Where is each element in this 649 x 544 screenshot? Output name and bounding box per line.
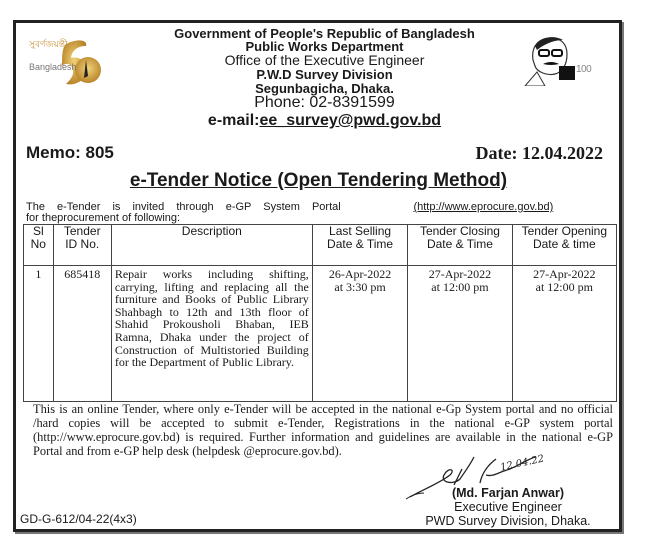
- last-selling-date: 26-Apr-2022: [328, 267, 392, 281]
- col-header-last-selling: Last Selling Date & Time: [312, 225, 408, 266]
- opening-time: at 12:00 pm: [535, 279, 593, 294]
- cell-sl: 1: [24, 266, 54, 402]
- signatory-office: PWD Survey Division, Dhaka.: [425, 514, 591, 528]
- signatory-name: (Md. Farjan Anwar): [451, 486, 565, 500]
- col-header-description: Description: [111, 225, 312, 266]
- header-department: Public Works Department: [245, 39, 404, 54]
- left-logo-bengali-text: সুবর্ণজয়ন্তী: [29, 39, 68, 49]
- col-header-opening: Tender Opening Date & time: [512, 225, 616, 266]
- header-division: P.W.D Survey Division: [256, 67, 393, 82]
- header-phone: Phone: 02-8391599: [254, 94, 395, 111]
- footer-code: GD-G-612/04-22(4x3): [20, 512, 137, 526]
- cell-last-selling: [312, 266, 408, 402]
- table-header-row: [24, 225, 617, 266]
- intro-text-part2: for theprocurement of following:: [26, 212, 181, 224]
- eprocure-link[interactable]: (http://www.eprocure.gov.bd): [413, 201, 554, 213]
- cell-opening: [512, 266, 616, 402]
- cell-closing: [408, 266, 512, 402]
- signature-block: [395, 486, 621, 528]
- tender-table: [23, 224, 617, 402]
- col-header-closing: Tender Closing Date & Time: [408, 225, 512, 266]
- signatory-designation: Executive Engineer: [454, 500, 562, 514]
- cell-description: Repair works including shifting, carrying, lifting and replacing all the furniture and Books of Public Library Shahbagh to 12th and 13th floor of Shahid Prokousholi Bhaban, IEB Ramna, Dhaka under the project of Construction of Multistoried Building for the Department of Public Library.: [111, 266, 312, 402]
- left-logo-country-text: Bangladesh: [29, 62, 77, 72]
- signature-date: 12.04.22: [499, 453, 546, 474]
- cell-tender-id: 685418: [53, 266, 111, 402]
- online-tender-note: This is an online Tender, where only e-Tender will be accepted in the national e-Gp System portal and no official /hard copies will be accepted to submit e-Tender, Registrations in the national e-GP system portal (http://www.eprocure.gov.bd) is required. Further information and guidelines are available in the national e-GP Portal and from e-GP help desk (helpdesk @eprocure.gov.bd).: [33, 402, 613, 458]
- last-selling-time: at 3:30 pm: [334, 279, 386, 294]
- email-label: e-mail:: [207, 112, 260, 129]
- header-email-line: [0, 112, 649, 130]
- header-address: Segunbagicha, Dhaka.: [255, 81, 394, 96]
- header-government: Government of People's Republic of Bangladesh: [174, 26, 475, 41]
- right-logo-number: 100: [576, 64, 592, 75]
- memo-number: Memo: 805: [26, 143, 114, 162]
- opening-date: 27-Apr-2022: [533, 267, 596, 281]
- intro-text-part1: The e-Tender is invited through e-GP System Portal: [26, 201, 341, 213]
- col-header-tender-id: Tender ID No.: [53, 225, 111, 266]
- table-row: [24, 266, 617, 402]
- closing-time: at 12:00 pm: [431, 279, 489, 294]
- col-header-sl: Sl No: [24, 225, 54, 266]
- notice-title: e-Tender Notice (Open Tendering Method): [129, 170, 508, 191]
- closing-date: 27-Apr-2022: [428, 267, 492, 281]
- header-office: Office of the Executive Engineer: [224, 52, 425, 68]
- memo-date: Date: 12.04.2022: [475, 143, 603, 163]
- intro-text: [26, 202, 608, 224]
- email-link[interactable]: ee_survey@pwd.gov.bd: [259, 112, 442, 129]
